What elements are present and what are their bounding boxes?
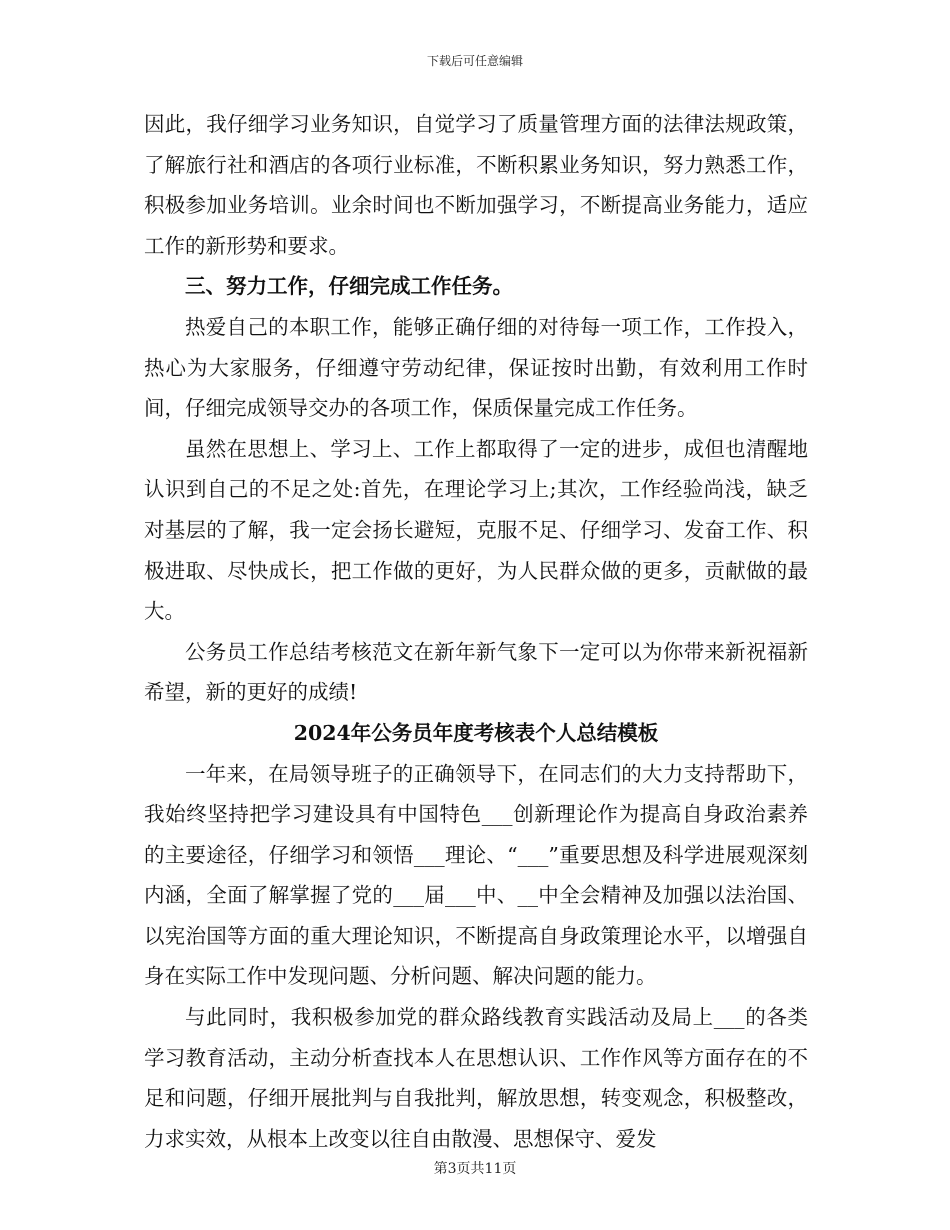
page-footer: 第3页共11页 [433, 1161, 517, 1177]
paragraph-theory-study: 一年来，在局领导班子的正确领导下，在同志们的大力支持帮助下，我始终坚持把学习建设具有中国特色___创新理论作为提高自身政治素养的主要途径，仔细学习和领悟___理论、“___”重要思想及科学进展观深刻内涵，全面了解掌握了党的___届___中、__中全会精神及加强以法治国、以宪治国等方面的重大理论知识，不断提高自身政策理论水平，以增强自身在实际工作中发现问题、分析问题、解决问题的能力。 [144, 761, 808, 989]
page-header: 下载后可任意编辑 [426, 54, 523, 68]
paragraph-work: 热爱自己的本职工作，能够正确仔细的对待每一项工作，工作投入，热心为大家服务，仔细遵守劳动纪律，保证按时出勤，有效利用工作时间，仔细完成领导交办的各项工作，保质保量完成工作任务。 [144, 314, 808, 421]
paragraph-study: 因此，我仔细学习业务知识，自觉学习了质量管理方面的法律法规政策，了解旅行社和酒店的各项行业标准，不断积累业务知识，努力熟悉工作，积极参加业务培训。业余时间也不断加强学习，不断提高业务能力，适应工作的新形势和要求。 [144, 112, 808, 258]
section-heading-3: 三、努力工作，仔细完成工作任务。 [185, 274, 513, 299]
paragraph-education-activity: 与此同时，我积极参加党的群众路线教育实践活动及局上___的各类学习教育活动，主动分析查找本人在思想认识、工作作风等方面存在的不足和问题，仔细开展批判与自我批判，解放思想，转变观念，积极整改，力求实效，从根本上改变以往自由散漫、思想保守、爱发 [144, 1005, 808, 1151]
document-body [144, 104, 808, 1159]
paragraph-closing: 公务员工作总结考核范文在新年新气象下一定可以为你带来新祝福新希望，新的更好的成绩! [144, 639, 808, 705]
paragraph-shortcomings: 虽然在思想上、学习上、工作上都取得了一定的进步，成但也清醒地认识到自己的不足之处:首先，在理论学习上;其次，工作经验尚浅，缺乏对基层的了解，我一定会扬长避短，克服不足、仔细学习、发奋工作、积极进取、尽快成长，把工作做的更好，为人民群众做的更多，贡献做的最大。 [144, 436, 808, 624]
document-title: 2024年公务员年度考核表个人总结模板 [293, 720, 659, 745]
